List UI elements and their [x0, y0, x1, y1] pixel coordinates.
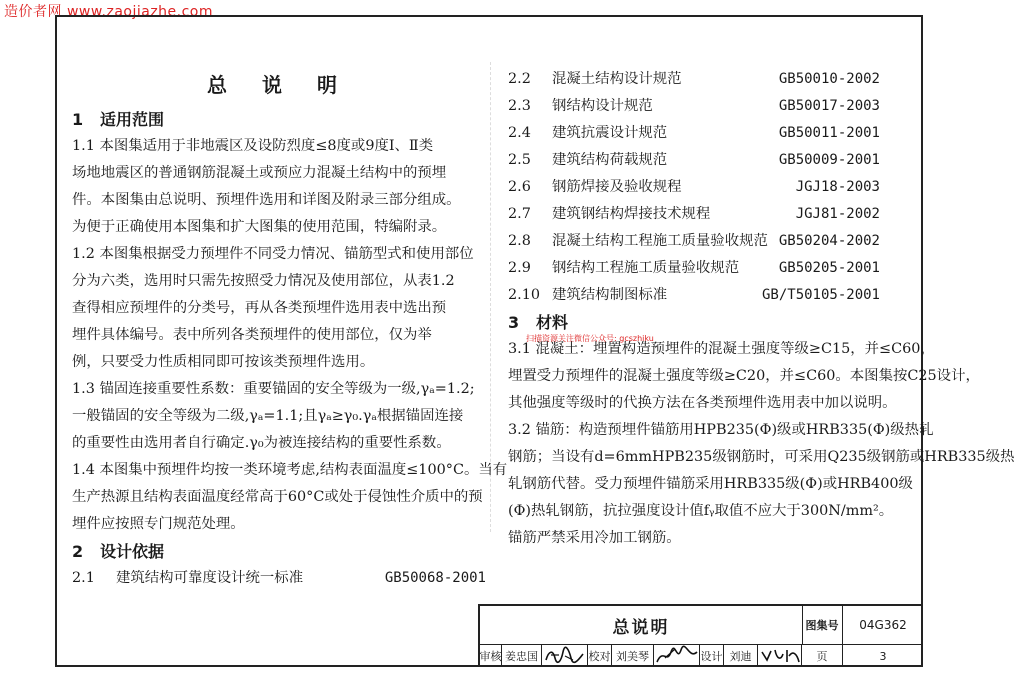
reference-number: 2.1	[72, 570, 95, 586]
body-line: 埋件具体编号。表中所列各类预埋件的使用部位，仅为举	[72, 327, 432, 343]
title-block-title: 总说明	[480, 606, 803, 644]
review-label: 审核	[480, 645, 502, 667]
reference-code: JGJ18-2003	[795, 179, 880, 195]
reference-code: GB50011-2001	[778, 125, 880, 141]
title-block-row-bottom	[480, 645, 923, 667]
reference-row	[508, 201, 880, 228]
signature-scribble	[543, 646, 587, 666]
body-line: 1.2 本图集根据受力预埋件不同受力情况、锚筋型式和使用部位	[72, 246, 474, 262]
section-number: 3	[508, 313, 520, 332]
reference-number: 2.5	[508, 152, 531, 168]
section-title: 材料	[536, 313, 569, 332]
reference-name: 建筑钢结构焊接技术规程	[552, 206, 711, 222]
body-line: 查得相应预埋件的分类号，再从各类预埋件选用表中选出预	[72, 300, 447, 316]
reference-row	[508, 66, 880, 93]
signature-scribble	[759, 646, 801, 666]
body-line: 锚筋严禁采用冷加工钢筋。	[508, 530, 681, 546]
reference-code: GB50205-2001	[778, 260, 880, 276]
body-line: 1.3 锚固连接重要性系数：重要锚固的安全等级为一级,γₐ=1.2;	[72, 381, 475, 397]
reference-row	[508, 174, 880, 201]
reference-row	[508, 228, 880, 255]
reference-row	[508, 147, 880, 174]
reference-row	[508, 255, 880, 282]
left-column	[72, 70, 508, 592]
designer-signature	[758, 645, 802, 667]
title-block-row-top	[480, 606, 923, 645]
reference-code: GB50068-2001	[384, 570, 486, 586]
body-line: 3.1 混凝土：埋置构造预埋件的混凝土强度等级≥C15，并≤C60，	[508, 341, 935, 357]
section-1-heading	[72, 106, 486, 133]
reference-name: 钢结构工程施工质量验收规范	[552, 260, 740, 276]
section-number: 2	[72, 542, 84, 561]
reference-name: 混凝土结构工程施工质量验收规范	[552, 233, 768, 249]
body-line: 埋件应按照专门规范处理。	[72, 516, 245, 532]
reviewer-signature	[542, 645, 588, 667]
overlay-text: 扫描资源关注微信公众号: gcszhiku	[526, 334, 654, 343]
reference-code: GB50010-2002	[778, 71, 880, 87]
reviewer-name: 姜忠国	[502, 645, 542, 667]
right-column	[508, 66, 1015, 552]
section-title: 适用范围	[100, 110, 165, 129]
body-line: 1.1 本图集适用于非地震区及设防烈度≤8度或9度Ⅰ、Ⅱ类	[72, 138, 434, 154]
reference-number: 2.2	[508, 71, 531, 87]
body-line: 的重要性由选用者自行确定.γ₀为被连接结构的重要性系数。	[72, 435, 451, 451]
body-line: 例，只要受力性质相同即可按该类预埋件选用。	[72, 354, 375, 370]
reference-name: 混凝土结构设计规范	[552, 71, 682, 87]
title-block	[478, 604, 923, 667]
reference-number: 2.10	[508, 287, 541, 303]
body-line: 为便于正确使用本图集和扩大图集的使用范围，特编附录。	[72, 219, 447, 235]
atlas-number: 04G362	[859, 618, 907, 632]
atlas-number-label: 图集号	[802, 606, 843, 644]
reference-row	[508, 120, 880, 147]
checker-name: 刘美琴	[612, 645, 654, 667]
reference-code: GB50017-2003	[778, 98, 880, 114]
body-line: 场地地震区的普通钢筋混凝土或预应力混凝土结构中的预埋	[72, 165, 447, 181]
reference-name: 建筑结构可靠度设计统一标准	[116, 570, 304, 586]
body-line: 其他强度等级时的代换方法在各类预埋件选用表中加以说明。	[508, 395, 897, 411]
body-line: 件。本图集由总说明、预埋件选用和详图及附录三部分组成。	[72, 192, 461, 208]
reference-number: 2.3	[508, 98, 531, 114]
reference-code: GB50204-2002	[778, 233, 880, 249]
page-number: 3	[879, 649, 887, 663]
reference-number: 2.8	[508, 233, 531, 249]
reference-name: 建筑结构制图标准	[552, 287, 668, 303]
page-title: 总 说 明	[207, 73, 351, 97]
design-label: 设计	[700, 645, 724, 667]
reference-row	[72, 565, 486, 592]
designer-name: 刘迪	[724, 645, 758, 667]
body-line: 3.2 锚筋：构造预埋件锚筋用HPB235(Φ)级或HRB335(Φ)级热轧	[508, 422, 934, 438]
reference-name: 钢筋焊接及验收规程	[552, 179, 682, 195]
reference-code: GB50009-2001	[778, 152, 880, 168]
reference-number: 2.7	[508, 206, 531, 222]
body-line: 1.4 本图集中预埋件均按一类环境考虑,结构表面温度≤100°C。当有	[72, 462, 508, 478]
section-title: 设计依据	[100, 542, 165, 561]
section-3-heading	[508, 309, 880, 336]
reference-row	[508, 93, 880, 120]
body-line: 轧钢筋代替。受力预埋件锚筋采用HRB335级(Φ)或HRB400级	[508, 476, 913, 492]
reference-row	[508, 282, 880, 309]
reference-name: 建筑抗震设计规范	[552, 125, 668, 141]
check-label: 校对	[588, 645, 612, 667]
signature-scribble	[655, 646, 699, 666]
body-line: 分为六类，选用时只需先按照受力情况及使用部位，从表1.2	[72, 273, 455, 289]
site-watermark: 造价者网 www.zaojiazhe.com	[4, 4, 214, 20]
body-line: 钢筋；当设有d=6mmHPB235级钢筋时，可采用Q235级钢筋或HRB335级热	[508, 449, 1015, 465]
reference-code: GB/T50105-2001	[761, 287, 880, 303]
reference-number: 2.4	[508, 125, 531, 141]
body-line: (Φ)热轧钢筋，抗拉强度设计值fᵧ取值不应大于300N/mm²。	[508, 503, 894, 519]
reference-number: 2.6	[508, 179, 531, 195]
checker-signature	[654, 645, 700, 667]
body-line: 一般锚固的安全等级为二级,γₐ=1.1;且γₐ≥γ₀.γₐ根据锚固连接	[72, 408, 464, 424]
reference-name: 建筑结构荷载规范	[552, 152, 668, 168]
body-line: 埋置受力预埋件的混凝土强度等级≥C20，并≤C60。本图集按C25设计，	[508, 368, 980, 384]
page-label: 页	[802, 645, 843, 667]
reference-number: 2.9	[508, 260, 531, 276]
section-2-heading	[72, 538, 486, 565]
body-line: 生产热源且结构表面温度经常高于60°C或处于侵蚀性介质中的预	[72, 489, 483, 505]
reference-name: 钢结构设计规范	[552, 98, 653, 114]
reference-code: JGJ81-2002	[795, 206, 880, 222]
section-number: 1	[72, 110, 84, 129]
